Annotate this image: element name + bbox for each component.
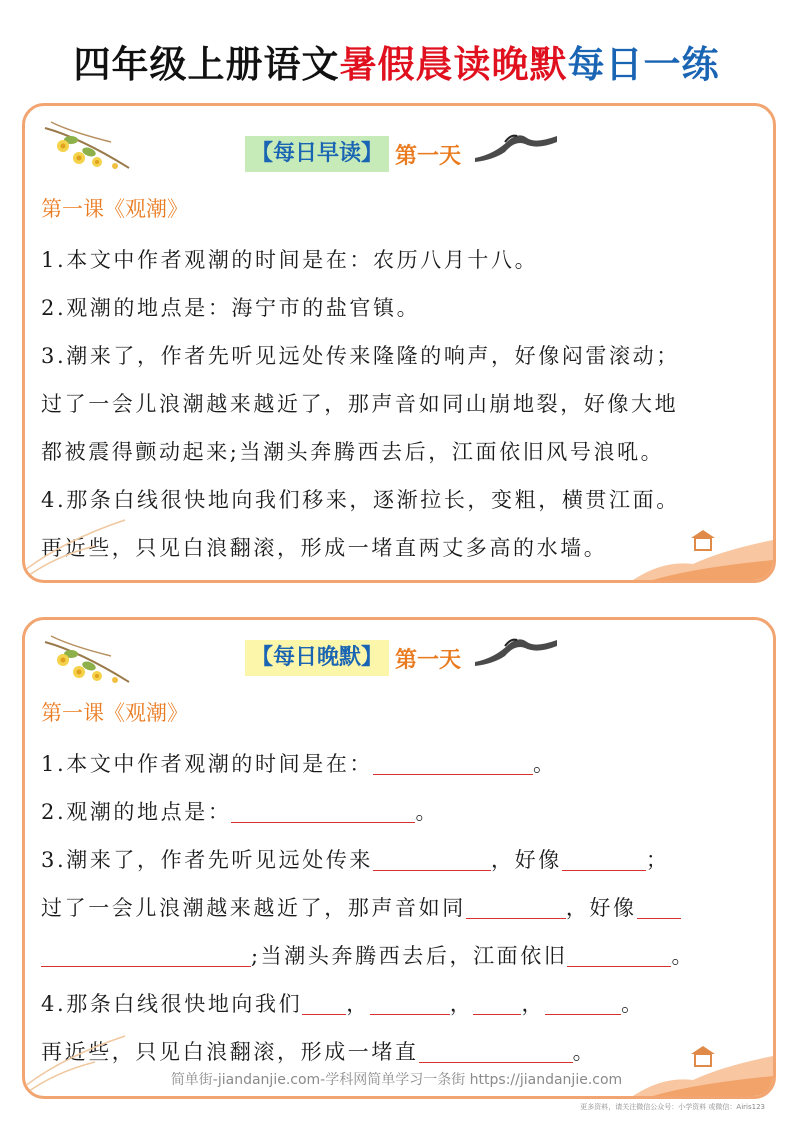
- flower-branch-icon: [41, 632, 133, 688]
- fill-blank[interactable]: [302, 984, 346, 1015]
- fill-blank[interactable]: [473, 984, 521, 1015]
- footnote-text: 更多资料，请关注微信公众号：小学资料 或微信：Airis123: [580, 1103, 765, 1111]
- text-line: 都被震得颤动起来;当潮头奔腾西去后，江面依旧风号浪吼。: [41, 440, 665, 464]
- text-line: 2.观潮的地点是：海宁市的盐官镇。: [41, 296, 421, 320]
- fill-blank[interactable]: [419, 1032, 573, 1063]
- text-line: 3.潮来了，作者先听见远处传来隆隆的响声，好像闷雷滚动；: [41, 344, 680, 368]
- evening-dictation-card: [22, 617, 776, 1099]
- text-line: 1.本文中作者观潮的时间是在： 。: [41, 740, 761, 788]
- text-line: 4.那条白线很快地向我们 ， ， ， 。: [41, 980, 761, 1028]
- text-line: 过了一会儿浪潮越来越近了，那声音如同 ，好像: [41, 884, 761, 932]
- section-badge: 【每日早读】: [245, 136, 389, 172]
- mountain-ink-icon: [475, 128, 557, 162]
- morning-reading-card: [22, 103, 776, 583]
- fill-blank[interactable]: [567, 936, 671, 967]
- fill-blank[interactable]: [466, 888, 566, 919]
- fill-blank[interactable]: [545, 984, 621, 1015]
- fill-blank[interactable]: [637, 888, 681, 919]
- lesson-title: 第一课《观潮》: [41, 197, 188, 221]
- mountain-ink-icon: [475, 632, 557, 666]
- flower-branch-icon: [41, 118, 133, 174]
- text-line: 再近些，只见白浪翻滚，形成一堵直 。: [41, 1028, 761, 1076]
- reeds-icon: [25, 500, 135, 580]
- day-label: 第一天: [395, 143, 462, 169]
- text-line: 1.本文中作者观潮的时间是在：农历八月十八。: [41, 248, 539, 272]
- text-line: 再近些，只见白浪翻滚，形成一堵直两丈多高的水墙。: [41, 536, 608, 560]
- fill-blank[interactable]: [373, 744, 533, 775]
- text-line: 3.潮来了，作者先听见远处传来 ，好像 ；: [41, 836, 761, 884]
- title-part-grade: 四年级上册语文: [73, 43, 340, 86]
- text-line: ;当潮头奔腾西去后，江面依旧 。: [41, 932, 761, 980]
- text-line: 2.观潮的地点是： 。: [41, 788, 761, 836]
- watermark-text: 简单街-jiandanjie.com-学科网简单学习一条街 https://jiandanjie.com: [170, 1072, 623, 1088]
- title-part-reading: 暑假晨读晚默: [339, 43, 568, 86]
- day-label: 第一天: [395, 647, 462, 673]
- fill-blank[interactable]: [373, 840, 491, 871]
- lesson-title: 第一课《观潮》: [41, 701, 188, 725]
- fill-blank[interactable]: [370, 984, 450, 1015]
- section-badge: 【每日晚默】: [245, 640, 389, 676]
- fill-blank[interactable]: [231, 792, 415, 823]
- text-line: 过了一会儿浪潮越来越近了，那声音如同山崩地裂，好像大地: [41, 392, 679, 416]
- title-part-daily: 每日一练: [567, 43, 720, 86]
- header-badge-row: [245, 134, 461, 174]
- fill-blank[interactable]: [562, 840, 646, 871]
- header-badge-row: [245, 638, 461, 678]
- page-title: [0, 40, 793, 90]
- dictation-text: [41, 740, 761, 1076]
- text-line: 4.那条白线很快地向我们移来，逐渐拉长，变粗，横贯江面。: [41, 488, 680, 512]
- fill-blank[interactable]: [41, 936, 251, 967]
- pavilion-icon: [633, 520, 773, 580]
